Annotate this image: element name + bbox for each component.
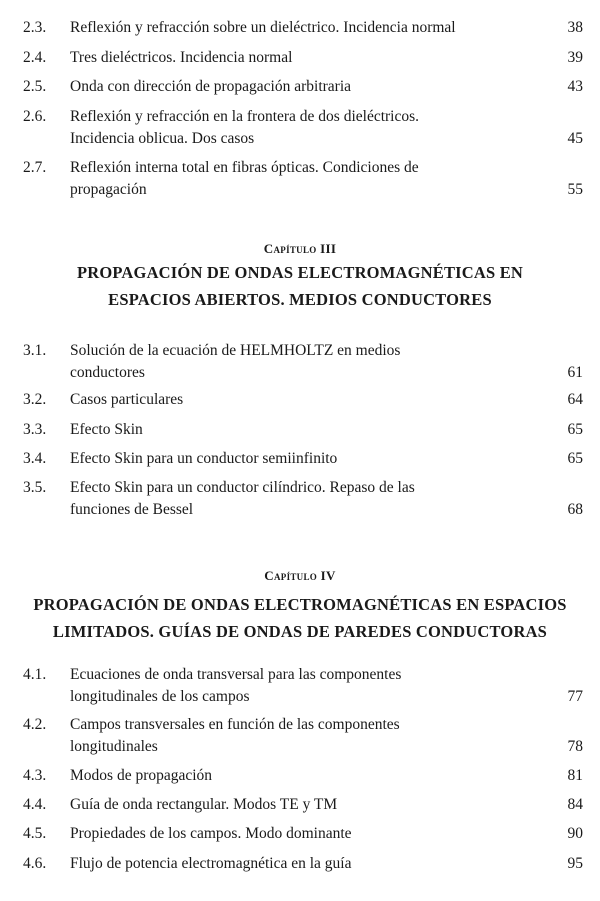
entry-page: 39 [567,49,583,66]
chapter-title [0,591,600,645]
entry-number: 4.1. [23,666,47,683]
entry-title-line: Onda con dirección de propagación arbitraria [70,78,352,95]
entry-title-line: funciones de Bessel [70,501,194,518]
entry-number: 3.5. [23,479,47,496]
entry-number: 2.3. [23,19,47,36]
entry-title-line: longitudinales [70,738,158,755]
entry-page: 61 [567,364,583,381]
entry-title [70,157,522,201]
entry-page: 65 [567,421,583,438]
entry-title-line: Reflexión y refracción en la frontera de dos dieléctricos. [70,108,420,125]
entry-title [70,47,522,69]
entry-title [70,76,522,98]
entry-title-line: propagación [70,181,147,198]
chapter-title [0,259,600,313]
entry-title-line: Efecto Skin [70,421,143,438]
entry-number: 3.1. [23,342,47,359]
entry-title [70,340,522,384]
entry-number: 4.6. [23,855,47,872]
entry-title [70,794,522,816]
entry-page: 95 [567,855,583,872]
entry-page: 68 [567,501,583,518]
entry-page: 78 [567,738,583,755]
entry-page: 77 [567,688,583,705]
entry-title-line: Flujo de potencia electromagnética en la guía [70,855,352,872]
entry-number: 2.5. [23,78,47,95]
entry-title [70,823,522,845]
entry-number: 4.3. [23,767,47,784]
entry-title-line: Casos particulares [70,391,184,408]
entry-page: 38 [567,19,583,36]
chapter-title-line: PROPAGACIÓN DE ONDAS ELECTROMAGNÉTICAS EN [76,263,524,282]
entry-title [70,17,522,39]
entry-page: 90 [567,825,583,842]
entry-title-line: Ecuaciones de onda transversal para las componentes [70,666,402,683]
entry-page: 43 [567,78,583,95]
entry-page: 55 [567,181,583,198]
entry-page: 84 [567,796,583,813]
chapter-label: Capítulo III [263,241,337,256]
entry-title [70,477,522,521]
entry-title-line: Modos de propagación [70,767,213,784]
entry-number: 3.4. [23,450,47,467]
entry-page: 45 [567,130,583,147]
entry-number: 4.4. [23,796,47,813]
entry-title-line: conductores [70,364,145,381]
entry-title-line: Efecto Skin para un conductor cilíndrico. Repaso de las [70,479,415,496]
entry-title-line: Propiedades de los campos. Modo dominante [70,825,352,842]
chapter-title-line: LIMITADOS. GUÍAS DE ONDAS DE PAREDES CONDUCTORAS [52,622,548,641]
entry-title-line: Campos transversales en función de las componentes [70,716,400,733]
entry-number: 4.2. [23,716,47,733]
entry-page: 64 [567,391,583,408]
entry-number: 2.7. [23,159,47,176]
entry-title-line: Efecto Skin para un conductor semiinfinito [70,450,338,467]
entry-title-line: longitudinales de los campos [70,688,250,705]
entry-title-line: Guía de onda rectangular. Modos TE y TM [70,796,338,813]
entry-title [70,853,522,875]
entry-title [70,389,522,411]
entry-title-line: Reflexión interna total en fibras ópticas. Condiciones de [70,159,419,176]
entry-title [70,419,522,441]
entry-number: 4.5. [23,825,47,842]
chapter-label: Capítulo IV [264,568,336,583]
entry-title-line: Reflexión y refracción sobre un dieléctrico. Incidencia normal [70,19,456,36]
entry-title [70,714,522,758]
entry-number: 3.2. [23,391,47,408]
entry-number: 2.6. [23,108,47,125]
entry-title-line: Incidencia oblicua. Dos casos [70,130,255,147]
entry-number: 2.4. [23,49,47,66]
entry-title [70,106,522,150]
entry-title [70,765,522,787]
chapter-title-line: PROPAGACIÓN DE ONDAS ELECTROMAGNÉTICAS EN ESPACIOS [33,595,567,614]
entry-page: 65 [567,450,583,467]
entry-title-line: Tres dieléctricos. Incidencia normal [70,49,293,66]
entry-number: 3.3. [23,421,47,438]
entry-title [70,664,522,708]
entry-title [70,448,522,470]
entry-title-line: Solución de la ecuación de HELMHOLTZ en medios [70,342,401,359]
entry-page: 81 [567,767,583,784]
chapter-title-line: ESPACIOS ABIERTOS. MEDIOS CONDUCTORES [108,290,492,309]
